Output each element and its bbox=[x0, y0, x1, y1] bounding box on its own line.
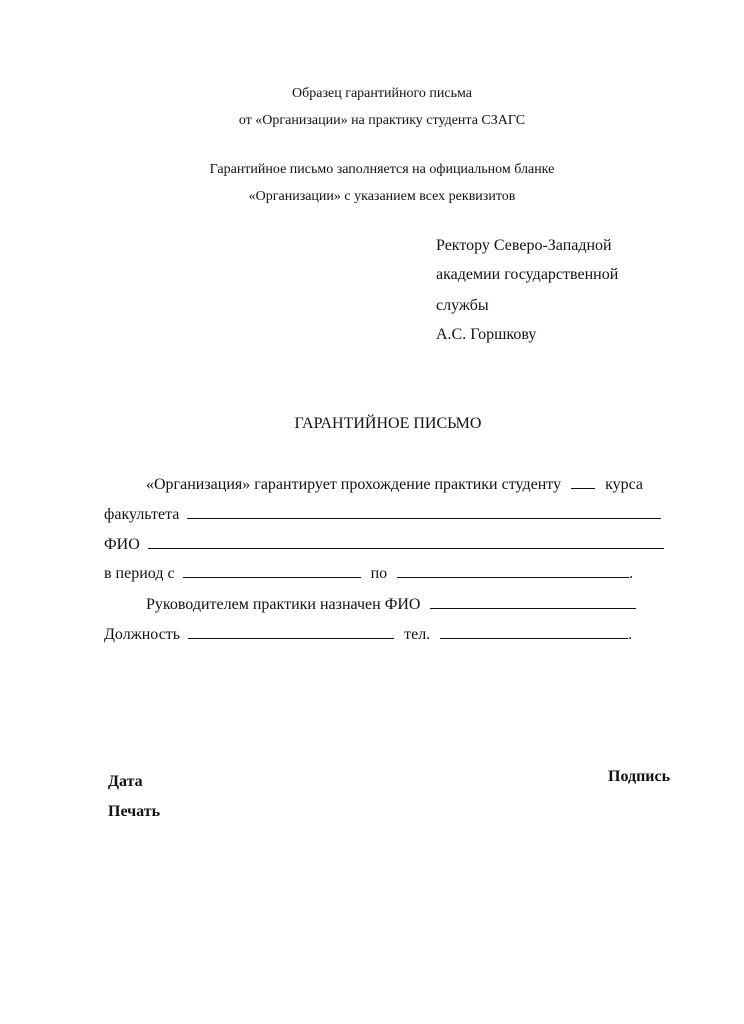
period-from-label: в период с bbox=[104, 565, 175, 582]
period-from-blank[interactable] bbox=[183, 563, 361, 578]
fio-label: ФИО bbox=[104, 536, 140, 553]
instruction-line-2: «Организации» с указанием всех реквизитов bbox=[248, 189, 516, 204]
faculty-blank[interactable] bbox=[187, 504, 661, 519]
date-label: Дата bbox=[108, 773, 143, 790]
sample-title-line-1: Образец гарантийного письма bbox=[292, 86, 472, 101]
addressee-line-2: академии государственной bbox=[436, 266, 619, 283]
phone-label: тел. bbox=[404, 626, 431, 643]
supervisor-label: Руководителем практики назначен ФИО bbox=[146, 596, 421, 613]
addressee-line-4: А.С. Горшкову bbox=[436, 326, 537, 343]
period-row bbox=[104, 563, 633, 583]
fio-blank[interactable] bbox=[148, 534, 664, 549]
supervisor-blank[interactable] bbox=[430, 594, 636, 609]
position-label: Должность bbox=[104, 626, 181, 643]
stamp-label: Печать bbox=[108, 803, 161, 820]
phone-end-dot: . bbox=[628, 626, 633, 643]
period-to-blank[interactable] bbox=[397, 563, 629, 578]
intro-row bbox=[146, 474, 643, 494]
sample-title-line-2: от «Организации» на практику студента СЗАГС bbox=[238, 113, 526, 128]
fio-row bbox=[104, 534, 664, 554]
addressee-line-3: службы bbox=[436, 297, 489, 314]
faculty-label: факультета bbox=[104, 506, 180, 523]
course-label: курса bbox=[605, 476, 644, 493]
period-to-label: по bbox=[370, 565, 388, 582]
faculty-row bbox=[104, 504, 661, 524]
position-blank[interactable] bbox=[188, 624, 394, 639]
instruction-line-1: Гарантийное письмо заполняется на официальном бланке bbox=[209, 162, 555, 177]
period-end-dot: . bbox=[629, 565, 634, 582]
letter-title: ГАРАНТИЙНОЕ ПИСЬМО bbox=[294, 415, 482, 432]
course-blank[interactable] bbox=[571, 474, 595, 489]
supervisor-row bbox=[146, 594, 636, 614]
addressee-line-1: Ректору Северо-Западной bbox=[436, 237, 612, 254]
position-row bbox=[104, 624, 632, 644]
phone-blank[interactable] bbox=[440, 624, 628, 639]
intro-text: «Организация» гарантирует прохождение практики студенту bbox=[146, 476, 562, 493]
signature-label: Подпись bbox=[608, 768, 671, 785]
